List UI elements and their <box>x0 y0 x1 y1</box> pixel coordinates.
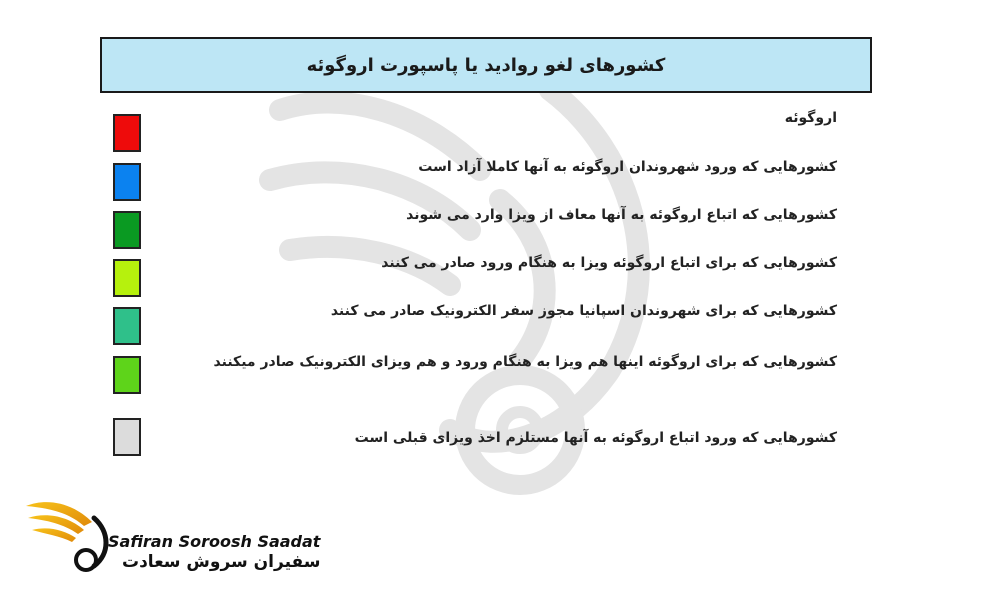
legend-swatch <box>113 114 141 152</box>
legend-label: کشورهایی که برای اروگوئه اینها هم ویزا به هنگام ورود و هم ویزای الکترونیک صادر میکنند <box>213 354 837 370</box>
legend-swatch <box>113 307 141 345</box>
page-title: کشورهای لغو روادید یا پاسپورت اروگوئه <box>306 54 666 76</box>
legend-swatch <box>113 163 141 201</box>
logo-text-en: Safiran Soroosh Saadat <box>108 532 321 551</box>
title-box <box>100 37 872 93</box>
legend-label: کشورهایی که اتباع اروگوئه به آنها معاف از ویزا وارد می شوند <box>406 207 837 223</box>
legend-label: کشورهایی که برای اتباع اروگوئه ویزا به هنگام ورود صادر می کنند <box>381 255 837 271</box>
company-logo <box>22 492 321 582</box>
legend-swatch <box>113 418 141 456</box>
legend-label: کشورهایی که ورود شهروندان اروگوئه به آنها کاملا آزاد است <box>418 159 837 175</box>
legend-swatch <box>113 356 141 394</box>
legend-label: کشورهایی که ورود اتباع اروگوئه به آنها مستلزم اخذ ویزای قبلی است <box>354 430 837 446</box>
logo-text-fa: سفیران سروش سعادت <box>122 552 321 572</box>
legend-label: اروگوئه <box>784 110 837 126</box>
legend-label: کشورهایی که برای شهروندان اسپانیا مجوز سفر الکترونیک صادر می کنند <box>330 303 837 319</box>
wing-logo-icon <box>22 492 112 582</box>
legend-swatch <box>113 259 141 297</box>
legend-swatch <box>113 211 141 249</box>
